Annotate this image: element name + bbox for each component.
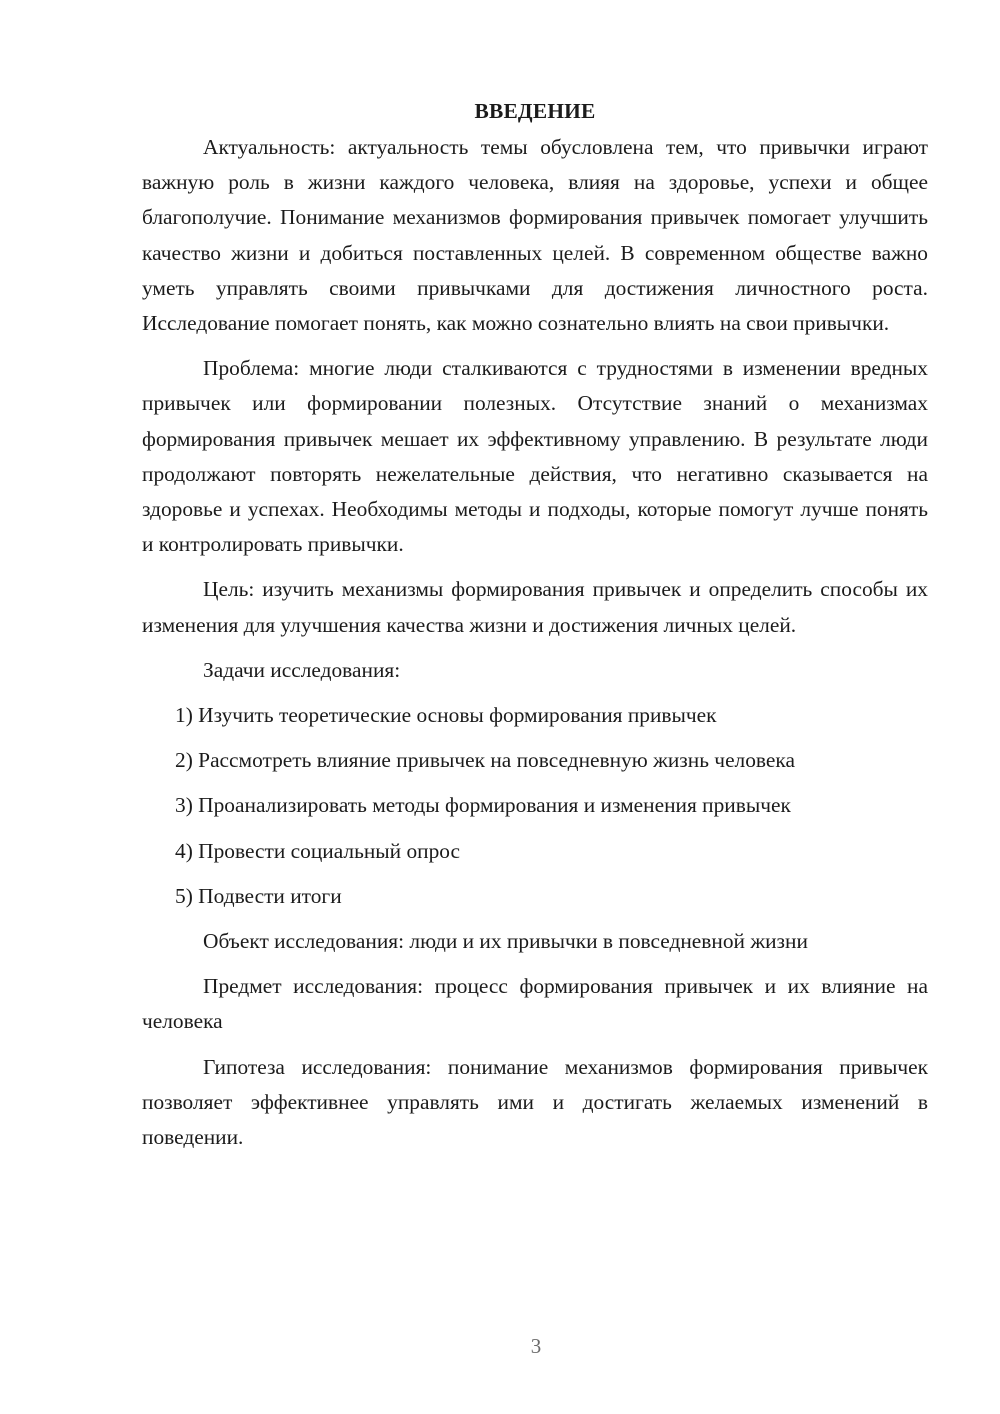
paragraph-problem: Проблема: многие люди сталкиваются с трудностями в изменении вредных привычек или формировании полезных. Отсутствие знаний о механизмах формирования привычек мешает их эффективному управлению. В результате люди продолжают повторять нежелательные действия, что негативно сказывается на здоровье и успехах. Необходимы методы и подходы, которые помогут лучше понять и контролировать привычки.: [142, 356, 928, 557]
paragraph-tasks-intro: Задачи исследования:: [203, 657, 401, 682]
paragraph-object: Объект исследования: люди и их привычки в повседневной жизни: [203, 929, 808, 954]
list-item: 2) Рассмотреть влияние привычек на повседневную жизнь человека: [175, 748, 795, 773]
paragraph-hypothesis: Гипотеза исследования: понимание механизмов формирования привычек позволяет эффективнее управлять ими и достигать желаемых изменений в поведении.: [142, 1054, 928, 1150]
list-item: 4) Провести социальный опрос: [175, 838, 461, 863]
paragraph-relevance: Актуальность: актуальность темы обусловлена тем, что привычки играют важную роль в жизни каждого человека, влияя на здоровье, успехи и общее благополучие. Понимание механизмов формирования привычек помогает улучшить качество жизни и добиться поставленных целей. В современном обществе важно уметь управлять своими привычками для достижения личностного роста. Исследование помогает понять, как можно сознательно влиять на свои привычки.: [142, 135, 928, 336]
list-item: 1) Изучить теоретические основы формирования привычек: [175, 703, 717, 728]
document-page: [142, 96, 928, 1165]
section-heading: ВВЕДЕНИЕ: [474, 99, 596, 123]
tasks-list: [142, 698, 928, 914]
list-item: 5) Подвести итоги: [175, 883, 342, 908]
paragraph-goal: Цель: изучить механизмы формирования привычек и определить способы их изменения для улучшения качества жизни и достижения личных целей.: [142, 577, 928, 637]
list-item: 3) Проанализировать методы формирования и изменения привычек: [175, 793, 791, 818]
paragraph-subject: Предмет исследования: процесс формирования привычек и их влияние на человека: [142, 974, 928, 1034]
page-number: 3: [530, 1334, 542, 1358]
